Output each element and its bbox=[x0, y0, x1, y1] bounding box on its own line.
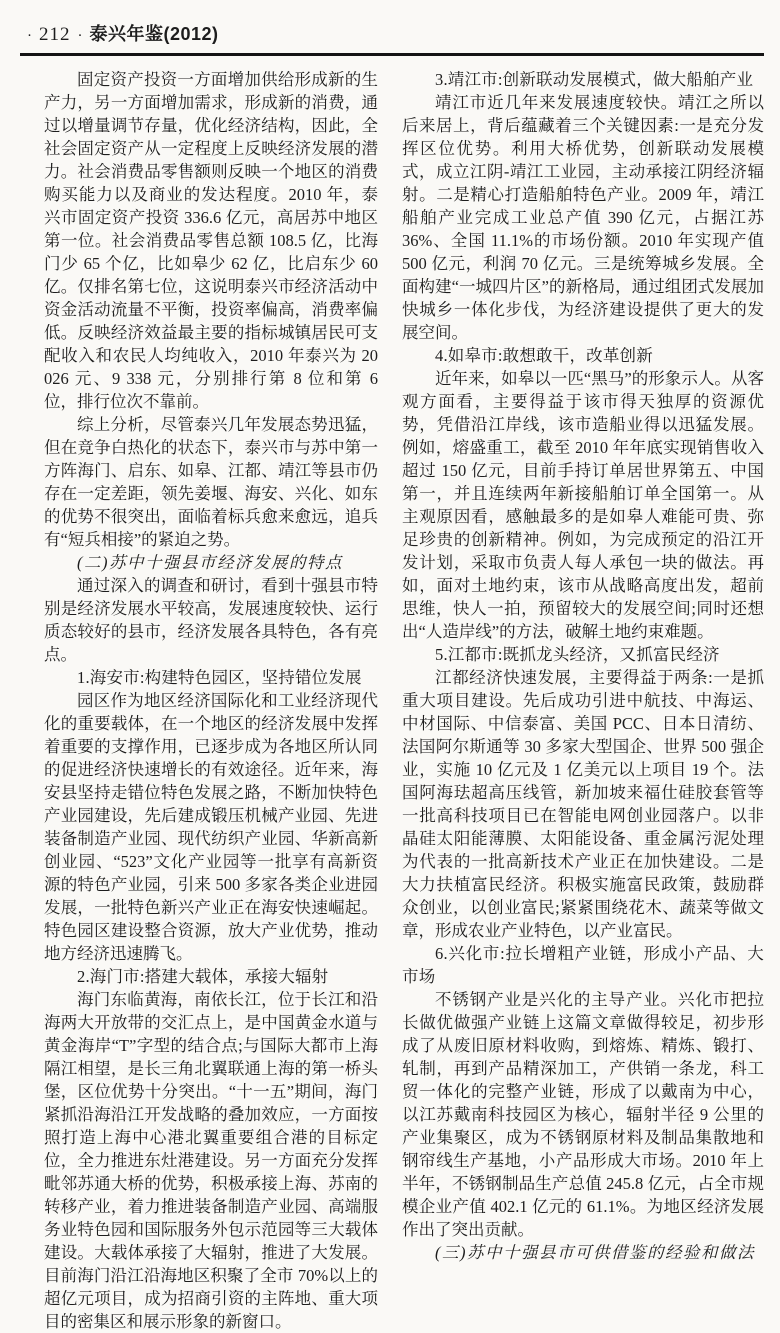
section-heading: (三)苏中十强县市可供借鉴的经验和做法 bbox=[435, 1243, 755, 1262]
page-body bbox=[44, 68, 764, 1333]
body-paragraph: 不锈钢产业是兴化的主导产业。兴化市把拉长做优做强产业链上这篇文章做得较足，初步形成了从废旧原材料收购，到熔炼、精炼、锻打、轧制，再到产品精深加工，产供销一条龙，科工贸一体化的完整产业链，形成了以戴南为中心，以江苏戴南科技园区为核心，辐射半径 9 公里的产业集聚区，成为不锈钢原材料及制品集散地和钢帘线生产基地，小产品形成大市场。2010 年上半年，不锈钢制品生产总值 245.8 亿元，占全市规模企业产值 402.1 亿元的 61.1%。为地区经济发展作出了突出贡献。 bbox=[402, 990, 765, 1239]
body-paragraph: 江都经济快速发展，主要得益于两条:一是抓重大项目建设。先后成功引进中航技、中海运、中材国际、中信泰富、美国 PCC、日本日清纺、法国阿尔斯通等 30 多家大型国企、世界 500 强企业，实施 10 亿元及 1 亿美元以上项目 19 个。法国阿海珐超高压线管，新加坡来福仕硅胶套管等一批高科技项目已在智能电网创业园落户。以非晶硅太阳能薄膜、太阳能设备、重金属污泥处理为代表的一批高新技术产业正在加快建设。二是大力扶植富民经济。积极实施富民政策，鼓励群众创业，以创业富民;紧紧围绕花木、蔬菜等做文章，形成农业产业特色，以产业富民。 bbox=[402, 668, 764, 940]
subsection-heading: 1.海安市:构建特色园区，坚持错位发展 bbox=[77, 668, 362, 687]
body-paragraph: 靖江市近几年来发展速度较快。靖江之所以后来居上，背后蕴藏着三个关键因素:一是充分发挥区位优势。利用大桥优势，创新联动发展模式，成立江阴-靖江工业园，主动承接江阴经济辐射。二是精心打造船舶特色产业。2009 年，靖江船舶产业完成工业总产值 390 亿元，占据江苏 36%、全国 11.1%的市场份额。2010 年实现产值 500 亿元，利润 70 亿元。三是统筹城乡发展。全面构建“一城四片区”的新格局，通过组团式发展加快城乡一体化步伐，为经济建设提供了更大的发展空间。 bbox=[402, 93, 764, 342]
subsection-heading: 3.靖江市:创新联动发展模式，做大船舶产业 bbox=[435, 70, 754, 89]
scanned-yearbook-page bbox=[0, 20, 780, 1331]
body-paragraph: 综上分析，尽管泰兴几年发展态势迅猛，但在竞争白热化的状态下，泰兴市与苏中第一方阵海门、启东、如皋、江都、靖江等县市仍存在一定差距，领先姜堰、海安、兴化、如东的优势不很突出，面临着标兵愈来愈远，追兵有“短兵相接”的紧迫之势。 bbox=[44, 415, 378, 549]
left-column bbox=[44, 68, 378, 1333]
right-column bbox=[402, 68, 764, 1333]
body-paragraph: 海门东临黄海，南依长江，位于长江和沿海两大开放带的交汇点上，是中国黄金水道与黄金海岸“T”字型的结合点;与国际大都市上海隔江相望，是长三角北翼联通上海的第一桥头堡，区位优势十分突出。“十一五”期间，海门紧抓沿海沿江开发战略的叠加效应，一方面按照打造上海中心港北翼重要组合港的目标定位，全力推进东灶港建设。另一方面充分发挥毗邻苏通大桥的优势，积极承接上海、苏南的转移产业，着力推进装备制造产业园、高端服务业特色园和国际服务外包示范园等三大载体建设。大载体承接了大辐射，推进了大发展。目前海门沿江沿海地区积聚了全市 70%以上的超亿元项目，成为招商引资的主阵地、重大项目的密集区和展示形象的新窗口。 bbox=[44, 990, 378, 1331]
subsection-heading: 2.海门市:搭建大载体，承接大辐射 bbox=[77, 967, 329, 986]
body-paragraph: 固定资产投资一方面增加供给形成新的生产力，另一方面增加需求，形成新的消费，通过以增量调节存量，优化经济结构，因此，全社会固定资产从一定程度上反映经济发展的潜力。社会消费品零售额则反映一个地区的消费购买能力以及商业的发达程度。2010 年，泰兴市固定资产投资 336.6 亿元，高居苏中地区第一位。社会消费品零售总额 108.5 亿，比海门少 65 个亿，比如皋少 62 亿，比启东少 60 亿。仅排名第七位，这说明泰兴市经济活动中资金活动流量不平衡，投资率偏高，消费率偏低。反映经济效益最主要的指标城镇居民可支配收入和农民人均纯收入，2010 年泰兴为 20 026 元、9 338 元，分别排行第 8 位和第 6 位，排行位次不靠前。 bbox=[44, 70, 378, 411]
book-title: 泰兴年鉴(2012) bbox=[89, 24, 219, 44]
subsection-heading: 6.兴化市:拉长增粗产业链，形成小产品、大市场 bbox=[402, 944, 764, 986]
section-heading: (二)苏中十强县市经济发展的特点 bbox=[77, 553, 343, 572]
page-header bbox=[20, 20, 764, 56]
subsection-heading: 4.如皋市:敢想敢干，改革创新 bbox=[435, 346, 653, 365]
body-paragraph: 园区作为地区经济国际化和工业经济现代化的重要载体，在一个地区的经济发展中发挥着重要的支撑作用，已逐步成为各地区所认同的促进经济快速增长的有效途径。近年来，海安县坚持走错位特色发展之路，不断加快特色产业园建设，先后建成锻压机械产业园、先进装备制造产业园、现代纺织产业园、华新高新创业园、“523”文化产业园等一批享有高新资源的特色产业园，引来 500 多家各类企业进园发展，一批特色新兴产业正在海安快速崛起。特色园区建设整合资源，放大产业优势，推动地方经济迅速腾飞。 bbox=[44, 691, 378, 963]
subsection-heading: 5.江都市:既抓龙头经济，又抓富民经济 bbox=[435, 645, 720, 664]
separator-dot: · bbox=[27, 28, 32, 44]
body-paragraph: 通过深入的调查和研讨，看到十强县市特别是经济发展水平较高，发展速度较快、运行质态较好的县市，经济发展各具特色，各有亮点。 bbox=[44, 576, 378, 664]
separator-dot: · bbox=[77, 28, 83, 44]
page-number: 212 bbox=[39, 24, 71, 45]
body-paragraph: 近年来，如皋以一匹“黑马”的形象示人。从客观方面看，主要得益于该市得天独厚的资源优势，凭借沿江岸线，该市造船业得以迅猛发展。例如，熔盛重工，截至 2010 年年底实现销售收入超过 150 亿元，目前手持订单居世界第五、中国第一，并且连续两年新接船舶订单全国第一。从主观原因看，感触最多的是如皋人难能可贵、弥足珍贵的创新精神。例如，为完成预定的沿江开发计划，采取市负责人每人承包一块的做法。再如，面对土地约束，该市从战略高度出发，超前思维，快人一拍，预留较大的发展空间;同时还想出“人造岸线”的方法，破解土地约束难题。 bbox=[402, 369, 764, 641]
